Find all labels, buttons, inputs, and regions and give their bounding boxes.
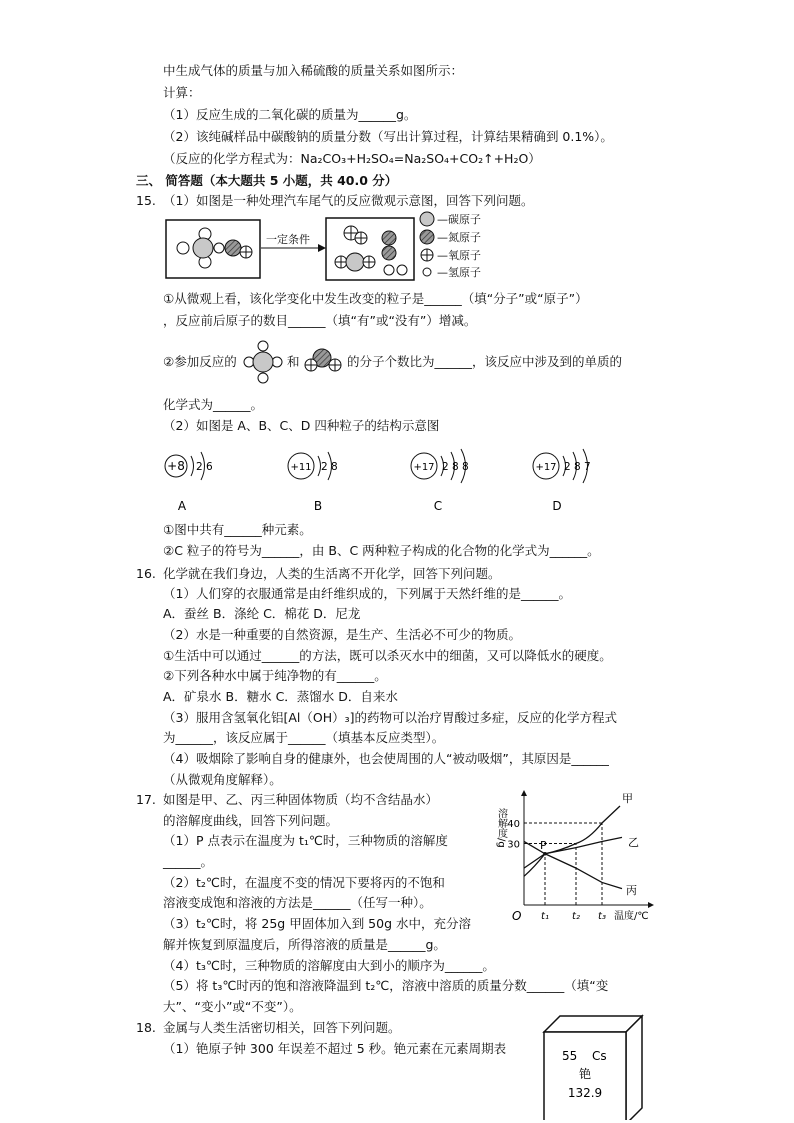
x-tick-label: t₂ bbox=[572, 911, 580, 922]
calc-label: 计算： bbox=[163, 85, 201, 100]
question-line: （2）该纯碱样品中碳酸钠的质量分数（写出计算过程，计算结果精确到 0.1%）。 bbox=[163, 129, 613, 144]
solubility-chart bbox=[488, 788, 668, 926]
question-number: 16. bbox=[136, 566, 156, 581]
question-line: （1）P 点表示在温度为 t₁℃时，三种物质的溶解度 bbox=[163, 833, 448, 848]
question-number: 15. bbox=[136, 193, 156, 208]
question-line: 溶液变成饱和溶液的方法是______（任写一种）。 bbox=[163, 895, 432, 910]
question-line: （1）反应生成的二氧化碳的质量为______g。 bbox=[163, 107, 417, 122]
element-number: 55 bbox=[562, 1049, 578, 1063]
section-heading: 三、 简答题（本大题共 5 小题，共 40.0 分） bbox=[136, 173, 398, 188]
options-line: A．矿泉水 B．糖水 C．蒸馏水 D．自来水 bbox=[163, 689, 398, 704]
y-tick-label: 40 bbox=[507, 819, 520, 830]
question-line: 金属与人类生活密切相关，回答下列问题。 bbox=[163, 1020, 401, 1035]
question-line: （1）如图是一种处理汽车尾气的反应微观示意图，回答下列问题。 bbox=[163, 193, 534, 208]
x-tick-label: t₁ bbox=[541, 911, 549, 922]
question-line: 如图是甲、乙、丙三种固体物质（均不含结晶水） bbox=[163, 792, 439, 807]
atom-diagram-a bbox=[160, 446, 230, 516]
molecule-b-icon bbox=[302, 348, 346, 374]
question-line: ，反应前后原子的数目______（填“有”或“没有”）增减。 bbox=[163, 313, 477, 328]
legend-carbon: —碳原子 bbox=[437, 213, 481, 226]
legend-nitrogen: —氮原子 bbox=[437, 231, 481, 244]
question-line: ______。 bbox=[163, 854, 214, 869]
x-tick-label: t₃ bbox=[598, 911, 606, 922]
svg-text:2 8 8: 2 8 8 bbox=[442, 461, 469, 473]
question-line: ②参加反应的 bbox=[163, 354, 237, 369]
question-line: 和 bbox=[287, 354, 300, 369]
question-line: ①图中共有______种元素。 bbox=[163, 522, 312, 537]
question-line: （3）t₂℃时，将 25g 甲固体加入到 50g 水中，充分溶 bbox=[163, 916, 471, 931]
series-label: 乙 bbox=[628, 836, 639, 849]
reaction-diagram bbox=[163, 210, 503, 282]
element-name: 铯 bbox=[578, 1067, 592, 1081]
y-axis-label: 溶解度/g bbox=[495, 808, 507, 848]
point-p-marker bbox=[543, 852, 547, 856]
question-line: 为______，该反应属于______（填基本反应类型）。 bbox=[163, 730, 445, 745]
question-number: 17. bbox=[136, 792, 156, 807]
x-axis-arrow bbox=[648, 902, 654, 908]
element-symbol: Cs bbox=[592, 1049, 607, 1063]
question-line: （2）t₂℃时，在温度不变的情况下要将丙的不饱和 bbox=[163, 875, 445, 890]
svg-text:C: C bbox=[433, 499, 443, 513]
legend-hydrogen: —氢原子 bbox=[437, 266, 481, 279]
question-line: （2）如图是 A、B、C、D 四种粒子的结构示意图 bbox=[163, 418, 440, 433]
question-line: （1）人们穿的衣服通常是由纤维织成的，下列属于天然纤维的是______。 bbox=[163, 586, 571, 601]
question-line: ②下列各种水中属于纯净物的有______。 bbox=[163, 668, 387, 683]
question-line: （2）水是一种重要的自然资源，是生产、生活必不可少的物质。 bbox=[163, 627, 521, 642]
atom-diagram-b bbox=[285, 446, 355, 516]
svg-text:2 6: 2 6 bbox=[196, 461, 213, 473]
question-line: （4）t₃℃时，三种物质的溶解度由大到小的顺序为______。 bbox=[163, 958, 495, 973]
legend-oxygen: —氧原子 bbox=[437, 249, 481, 262]
svg-text:2 8: 2 8 bbox=[321, 461, 338, 473]
question-line: 的溶解度曲线，回答下列问题。 bbox=[163, 813, 339, 828]
svg-text:B: B bbox=[313, 499, 323, 513]
svg-text:A: A bbox=[177, 499, 187, 513]
series-label: 丙 bbox=[626, 884, 637, 897]
element-mass: 132.9 bbox=[567, 1086, 603, 1100]
y-axis-arrow bbox=[521, 790, 527, 796]
question-line: 化学式为______。 bbox=[163, 397, 264, 412]
svg-text:D: D bbox=[552, 499, 562, 513]
svg-text:2 8 7: 2 8 7 bbox=[564, 461, 591, 473]
condition-label: 一定条件 bbox=[266, 233, 310, 246]
question-line: （从微观角度解释）。 bbox=[163, 772, 282, 787]
series-line-2 bbox=[524, 837, 622, 868]
question-line: 大”、“变小”或“不变”）。 bbox=[163, 999, 302, 1014]
question-line: （1）铯原子钟 300 年误差不超过 5 秒。铯元素在元素周期表 bbox=[163, 1041, 507, 1056]
svg-text:+11: +11 bbox=[290, 462, 312, 473]
svg-text:+17: +17 bbox=[535, 462, 557, 473]
question-line: ①生活中可以通过______的方法，既可以杀灭水中的细菌，又可以降低水的硬度。 bbox=[163, 648, 612, 663]
question-line: 化学就在我们身边，人类的生活离不开化学，回答下列问题。 bbox=[163, 566, 501, 581]
y-tick-label: 30 bbox=[507, 839, 520, 851]
question-line: （5）将 t₃℃时丙的饱和溶液降温到 t₂℃，溶液中溶质的质量分数______（填“变 bbox=[163, 978, 609, 993]
options-line: A．蚕丝 B．涤纶 C．棉花 D．尼龙 bbox=[163, 606, 361, 621]
question-line: ①从微观上看，该化学变化中发生改变的粒子是______（填“分子”或“原子”） bbox=[163, 291, 588, 306]
series-label: 甲 bbox=[622, 792, 633, 805]
x-axis-label: 温度/℃ bbox=[614, 911, 649, 922]
svg-text:+8: +8 bbox=[167, 459, 185, 473]
atom-diagram-c bbox=[408, 446, 488, 516]
element-cell bbox=[540, 1012, 650, 1120]
point-p-label: P bbox=[540, 838, 547, 852]
svg-text:+17: +17 bbox=[413, 462, 435, 473]
question-line: 的分子个数比为______，该反应中涉及到的单质的 bbox=[347, 354, 623, 369]
equation-line: （反应的化学方程式为：Na₂CO₃+H₂SO₄=Na₂SO₄+CO₂↑+H₂O） bbox=[163, 151, 541, 166]
intro-line: 中生成气体的质量与加入稀硫酸的质量关系如图所示： bbox=[163, 63, 464, 78]
question-line: （3）服用含氢氧化铝[Al（OH）₃]的药物可以治疗胃酸过多症，反应的化学方程式 bbox=[163, 710, 617, 725]
question-number: 18. bbox=[136, 1020, 156, 1035]
question-line: 解并恢复到原温度后，所得溶液的质量是______g。 bbox=[163, 937, 446, 952]
question-line: （4）吸烟除了影响自身的健康外，也会使周围的人“被动吸烟”，其原因是______ bbox=[163, 751, 609, 766]
molecule-a-icon bbox=[243, 340, 283, 384]
atom-diagram-d bbox=[530, 446, 610, 516]
origin-label: O bbox=[512, 909, 522, 923]
question-line: ②C 粒子的符号为______，由 B、C 两种粒子构成的化合物的化学式为______。 bbox=[163, 543, 600, 558]
